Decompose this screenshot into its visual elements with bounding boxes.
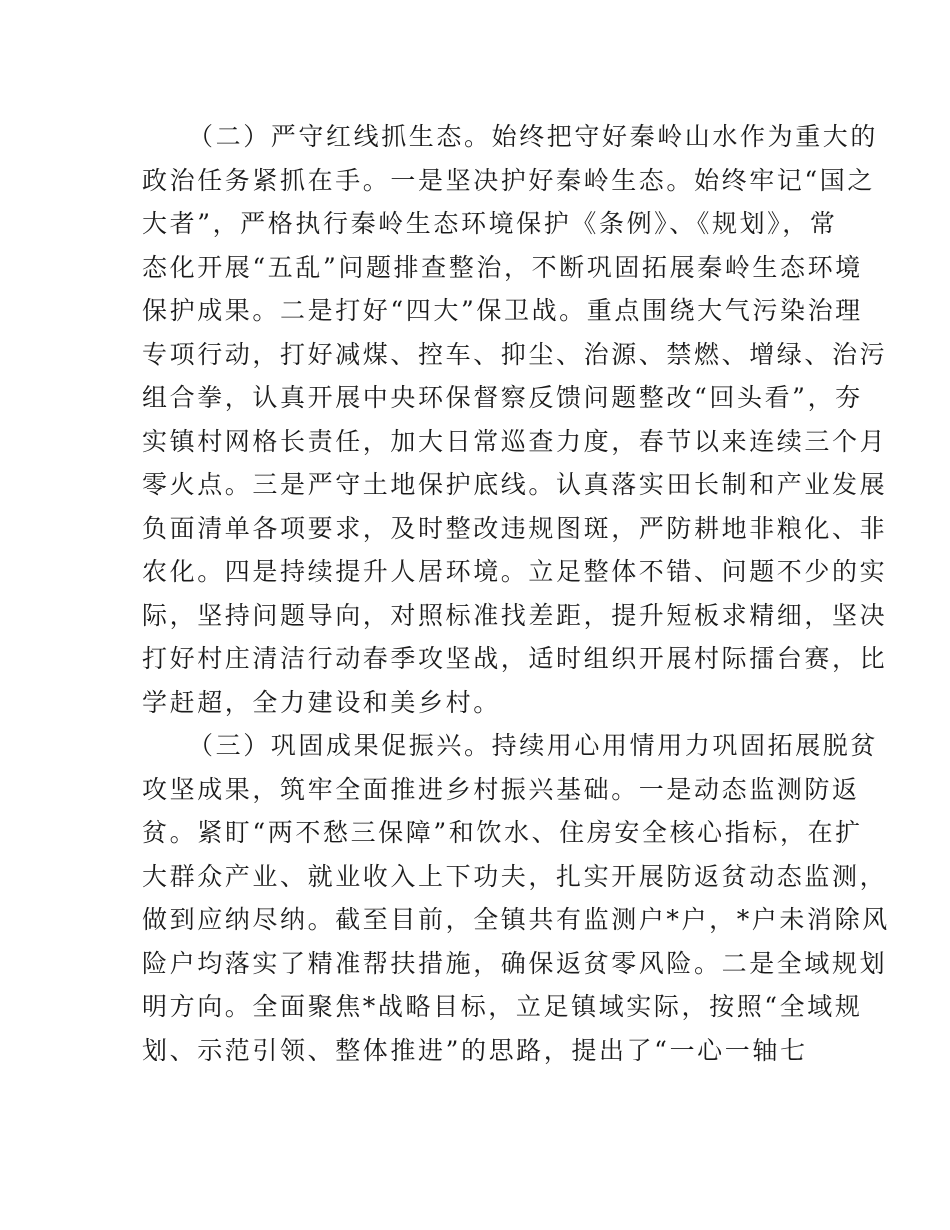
paragraph-line: 大者”，严格执行秦岭生态环境保护《条例》、《规划》，常 [142, 209, 838, 238]
paragraph-line: 攻坚成果，筑牢全面推进乡村振兴基础。一是动态监测防返 [142, 774, 860, 804]
paragraph-line: 态化开展“五乱”问题排查整治，不断巩固拓展秦岭生态环境 [142, 252, 863, 282]
paragraph-line: （三）巩固成果促振兴。持续用心用情用力巩固拓展脱贫 [188, 731, 879, 760]
paragraph-revitalization [142, 724, 890, 1072]
paragraph-line: 做到应纳尽纳。截至目前，全镇共有监测户*户，*户未消除风 [142, 905, 890, 934]
paragraph-line: 学赶超，全力建设和美乡村。 [142, 687, 501, 717]
paragraph-line: 组合拳，认真开展中央环保督察反馈问题整改“回头看”，夯 [142, 383, 863, 412]
paragraph-line: 贫。紧盯“两不愁三保障”和饮水、住房安全核心指标，在扩 [142, 818, 863, 847]
paragraph-line: 零火点。三是严守土地保护底线。认真落实田长制和产业发展 [142, 470, 888, 499]
paragraph-line: 专项行动，打好减煤、控车、抑尘、治源、禁燃、增绿、治污 [142, 339, 888, 369]
paragraph-line: 农化。四是持续提升人居环境。立足整体不错、问题不少的实 [142, 557, 888, 586]
paragraph-line: 际，坚持问题导向，对照标准找差距，提升短板求精细，坚决 [142, 600, 888, 630]
paragraph-ecology [142, 115, 888, 724]
paragraph-line: 划、示范引领、整体推进”的思路，提出了“一心一轴七 [142, 1035, 808, 1065]
paragraph-line: 实镇村网格长责任，加大日常巡查力度，春节以来连续三个月 [142, 426, 888, 456]
paragraph-line: 险户均落实了精准帮扶措施，确保返贫零风险。二是全域规划 [142, 948, 888, 978]
paragraph-line: 政治任务紧抓在手。一是坚决护好秦岭生态。始终牢记“国之 [142, 165, 875, 195]
paragraph-line: 负面清单各项要求，及时整改违规图斑，严防耕地非粮化、非 [142, 513, 888, 543]
paragraph-line: （二）严守红线抓生态。始终把守好秦岭山水作为重大的 [188, 122, 879, 151]
paragraph-line: 明方向。全面聚焦*战略目标，立足镇域实际，按照“全域规 [142, 992, 863, 1021]
paragraph-line: 保护成果。二是打好“四大”保卫战。重点围绕大气污染治理 [142, 296, 863, 325]
paragraph-line: 打好村庄清洁行动春季攻坚战，适时组织开展村际擂台赛，比 [142, 644, 888, 673]
paragraph-line: 大群众产业、就业收入上下功夫，扎实开展防返贫动态监测， [142, 861, 888, 891]
